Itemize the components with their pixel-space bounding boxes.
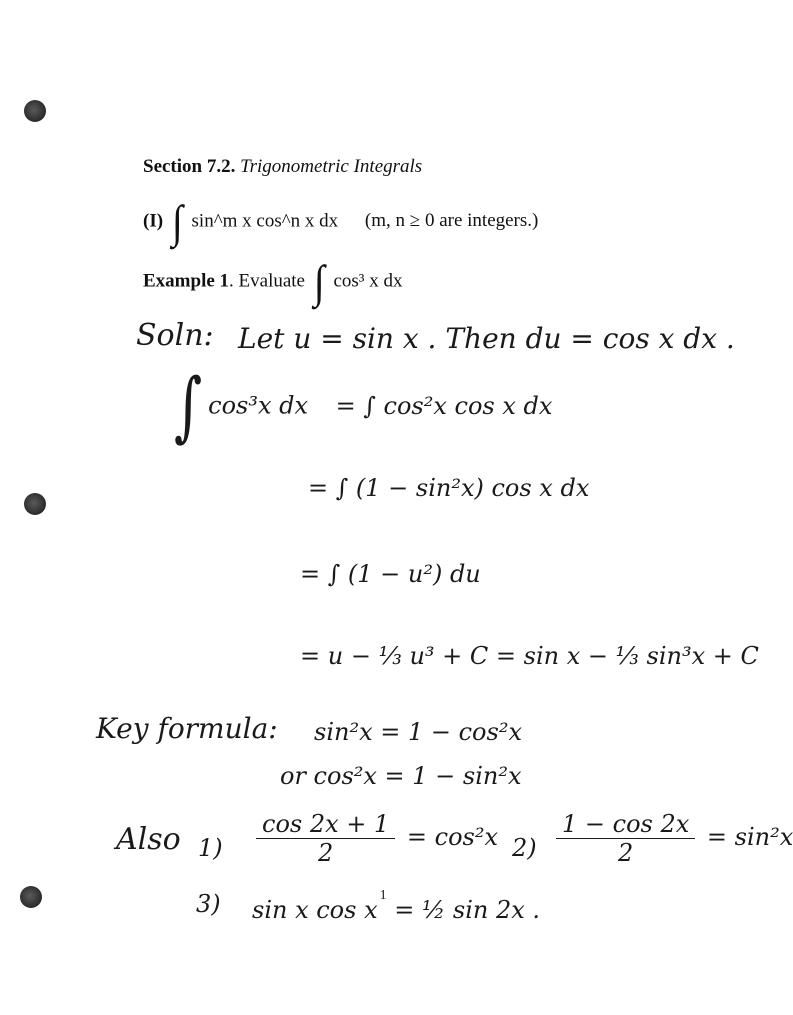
also-item-2-denominator: 2 [556, 838, 695, 867]
also-item-1-number: 1) [198, 834, 223, 862]
equation-line-1-lhs: cos³x dx [208, 391, 309, 420]
section-label: Section 7.2. [143, 156, 236, 177]
also-item-1 [252, 810, 498, 867]
equation-line-4: = u − ⅓ u³ + C = sin x − ⅓ sin³x + C [300, 642, 759, 670]
integral-sign-icon: ∫ [313, 255, 325, 308]
punch-hole-bottom [20, 886, 42, 908]
also-item-2-number: 2) [512, 834, 537, 862]
equation-line-1-rhs: = ∫ cos²x cos x dx [335, 391, 553, 420]
equation-line-1 [168, 362, 553, 451]
equation-line-2: = ∫ (1 − sin²x) cos x dx [308, 474, 590, 502]
key-formula-2: or cos²x = 1 − sin²x [280, 762, 522, 790]
punch-hole-top [24, 100, 46, 122]
also-item-1-numerator: cos 2x + 1 [262, 810, 390, 838]
case-one-line [143, 195, 539, 248]
also-item-2-rhs: = sin²x [706, 823, 793, 851]
equation-line-3: = ∫ (1 − u²) du [300, 560, 481, 588]
section-title: Trigonometric Integrals [240, 156, 423, 177]
also-label: Also [116, 822, 181, 857]
integral-sign-icon: ∫ [174, 362, 203, 451]
punch-hole-middle [24, 493, 46, 515]
example-line [143, 255, 403, 308]
example-text: . Evaluate [229, 270, 305, 292]
example-label: Example 1 [143, 270, 230, 292]
also-item-2-numerator: 1 − cos 2x [562, 810, 690, 838]
solution-substitution: Let u = sin x . Then du = cos x dx . [238, 322, 735, 355]
case-one-condition: (m, n ≥ 0 are integers.) [364, 210, 539, 232]
also-item-3-number: 3) [196, 890, 221, 918]
case-one-integrand: sin^m x cos^n x dx [191, 210, 339, 232]
also-item-3 [252, 888, 541, 924]
section-heading [143, 156, 422, 178]
also-item-1-rhs: = cos²x [406, 823, 499, 851]
also-item-1-fraction [256, 810, 395, 867]
also-item-3-mark: 1 [379, 888, 387, 903]
integral-sign-icon: ∫ [171, 195, 183, 248]
solution-prefix: Soln: [136, 318, 214, 353]
also-item-2 [552, 810, 793, 867]
key-formula-1: sin²x = 1 − cos²x [314, 718, 522, 746]
also-item-1-denominator: 2 [256, 838, 395, 867]
example-integrand: cos³ x dx [333, 270, 403, 292]
key-formula-label: Key formula: [96, 712, 278, 745]
also-item-2-fraction [556, 810, 695, 867]
also-item-3-text: sin x cos x [252, 896, 378, 924]
case-one-label: (I) [143, 210, 164, 232]
also-item-3-rhs: = ½ sin 2x . [394, 896, 541, 924]
